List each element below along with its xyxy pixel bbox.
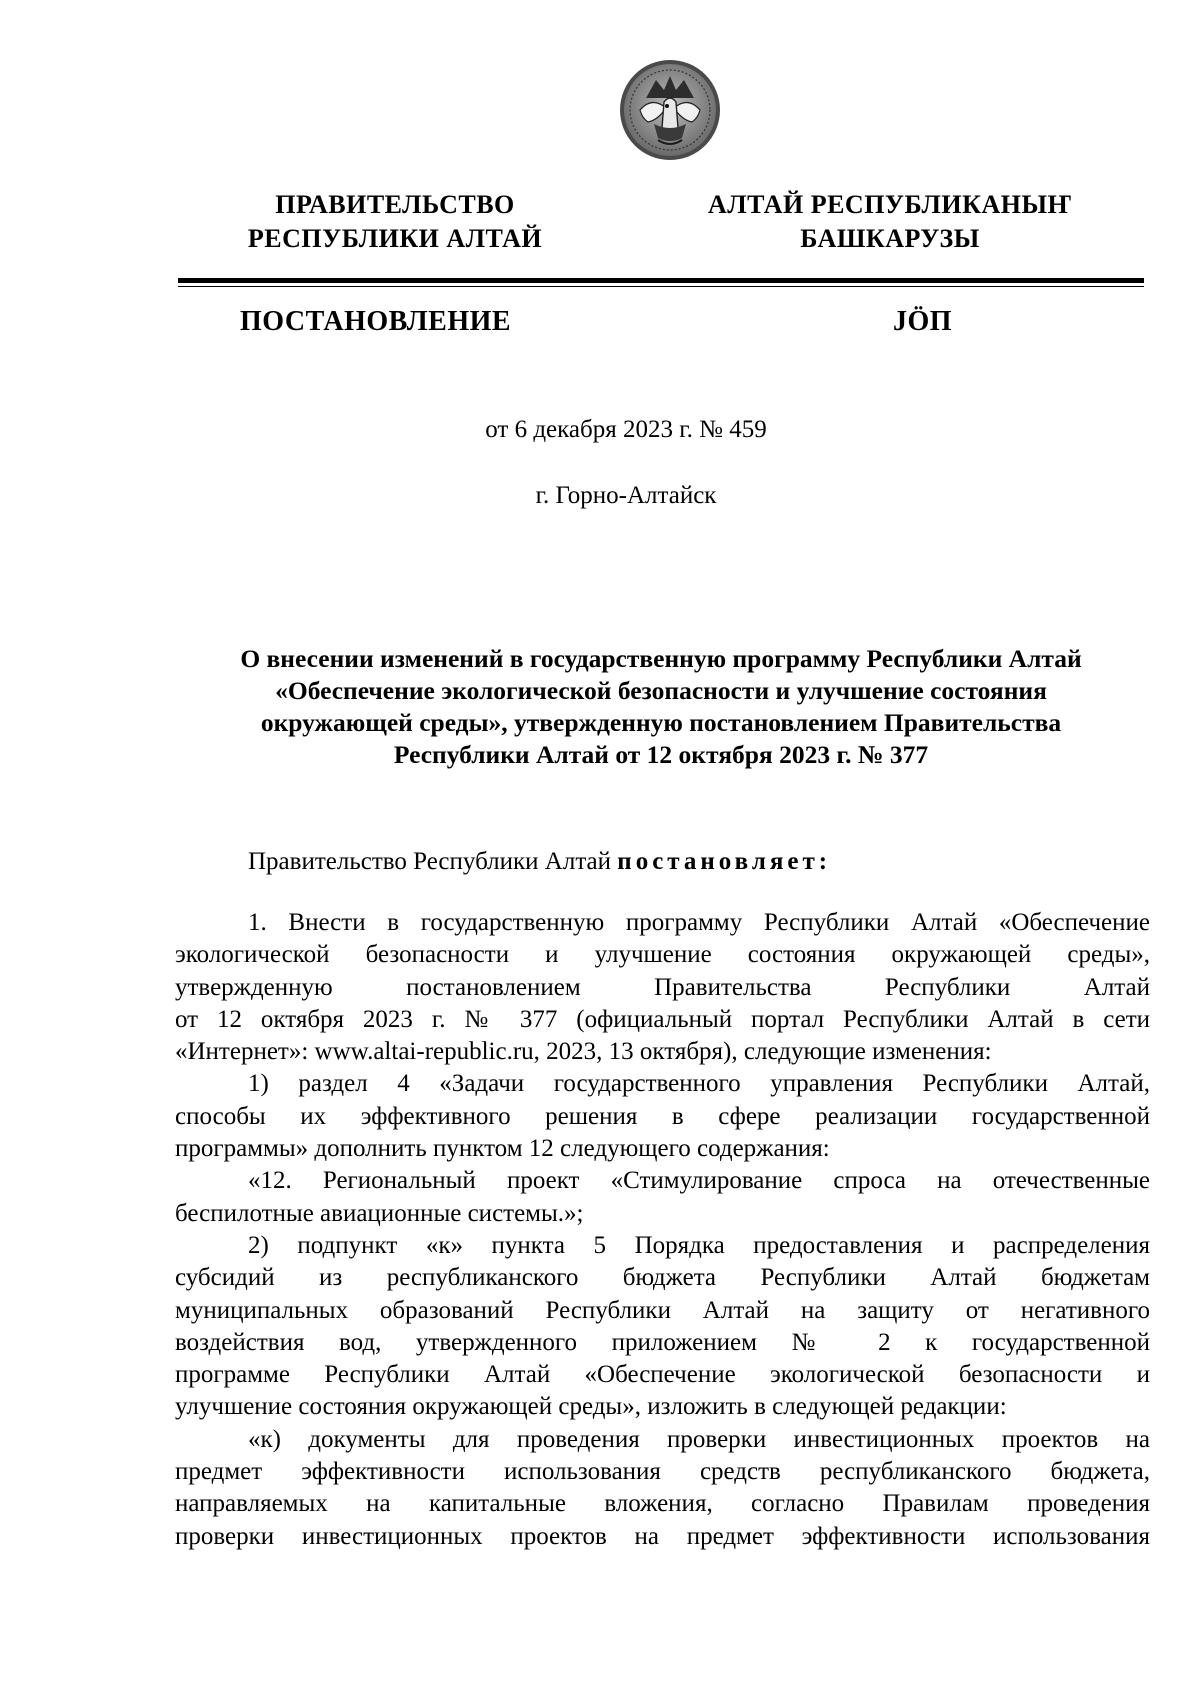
title-line: «Обеспечение экологической безопасности и улучшение состояния xyxy=(275,676,1047,705)
title-line: О внесении изменений в государственную программу Республики Алтай xyxy=(240,644,1082,673)
body-line: направляемых на капитальные вложения, согласно Правилам проведения xyxy=(175,1490,1150,1518)
header-ru-line: РЕСПУБЛИКИ АЛТАЙ xyxy=(247,224,543,253)
doc-type-ru: ПОСТАНОВЛЕНИЕ xyxy=(240,306,512,337)
body-line: «12. Региональный проект «Стимулирование спроса на отечественные xyxy=(248,1167,1150,1195)
body-line: программе Республики Алтай «Обеспечение экологической безопасности и xyxy=(175,1361,1150,1389)
body-line: улучшение состояния окружающей среды», изложить в следующей редакции: xyxy=(175,1393,1007,1421)
header-alt xyxy=(680,188,1100,256)
body-line: «Интернет»: www.altai-republic.ru, 2023, 13 октября), следующие изменения: xyxy=(175,1038,992,1066)
body-line: 2) подпункт «к» пункта 5 Порядка предоставления и распределения xyxy=(248,1231,1150,1259)
title-line: Республики Алтай от 12 октября 2023 г. № 377 xyxy=(393,740,929,769)
paragraph-item-1 xyxy=(175,907,1150,1068)
title-line: окружающей среды», утвержденную постановлением Правительства xyxy=(260,708,1062,737)
header-alt-line: АЛТАЙ РЕСПУБЛИКАНЫҤ xyxy=(708,190,1072,219)
body-line: 1. Внести в государственную программу Республики Алтай «Обеспечение xyxy=(248,909,1150,936)
header-alt-line: БАШКАРУЗЫ xyxy=(800,224,980,253)
body-line: от 12 октября 2023 г. № 377 (официальный портал Республики Алтай в сети xyxy=(175,1005,1150,1033)
preamble-action: постановляет: xyxy=(617,848,832,875)
body-line: способы их эффективного решения в сфере реализации государственной xyxy=(175,1102,1150,1130)
document-city: г. Горно-Алтайск xyxy=(535,482,717,509)
document-body xyxy=(175,907,1150,1553)
body-line: 1) раздел 4 «Задачи государственного управления Республики Алтай, xyxy=(248,1070,1150,1098)
preamble-text: Правительство Республики Алтай xyxy=(248,848,612,875)
body-line: программы» дополнить пунктом 12 следующего содержания: xyxy=(175,1135,830,1163)
header-divider-thick xyxy=(178,278,1144,283)
document-date-number: от 6 декабря 2023 г. № 459 xyxy=(485,416,767,443)
document-title xyxy=(178,643,1144,771)
body-line: проверки инвестиционных проектов на предмет эффективности использования xyxy=(175,1522,1150,1550)
body-line: экологической безопасности и улучшение состояния окружающей среды», xyxy=(175,941,1150,969)
preamble xyxy=(248,848,831,876)
paragraph-subitem-2 xyxy=(175,1230,1150,1424)
header-divider-thin xyxy=(178,286,1144,287)
body-line: субсидий из республиканского бюджета Республики Алтай бюджетам xyxy=(175,1264,1150,1292)
paragraph-quote-12 xyxy=(175,1165,1150,1230)
paragraph-subitem-1 xyxy=(175,1068,1150,1165)
coat-of-arms-emblem xyxy=(618,58,722,162)
body-line: воздействия вод, утвержденного приложением № 2 к государственной xyxy=(175,1328,1150,1356)
doc-type-alt: JÖП xyxy=(893,306,953,337)
paragraph-quote-k xyxy=(175,1424,1150,1553)
body-line: предмет эффективности использования средств республиканского бюджета, xyxy=(175,1458,1150,1486)
body-line: утвержденную постановлением Правительства Республики Алтай xyxy=(175,973,1150,1001)
body-line: «к) документы для проведения проверки инвестиционных проектов на xyxy=(248,1425,1150,1453)
header-ru xyxy=(185,188,605,256)
body-line: беспилотные авиационные системы.»; xyxy=(175,1199,584,1227)
header-ru-line: ПРАВИТЕЛЬСТВО xyxy=(275,190,515,219)
body-line: муниципальных образований Республики Алтай на защиту от негативного xyxy=(175,1296,1150,1324)
